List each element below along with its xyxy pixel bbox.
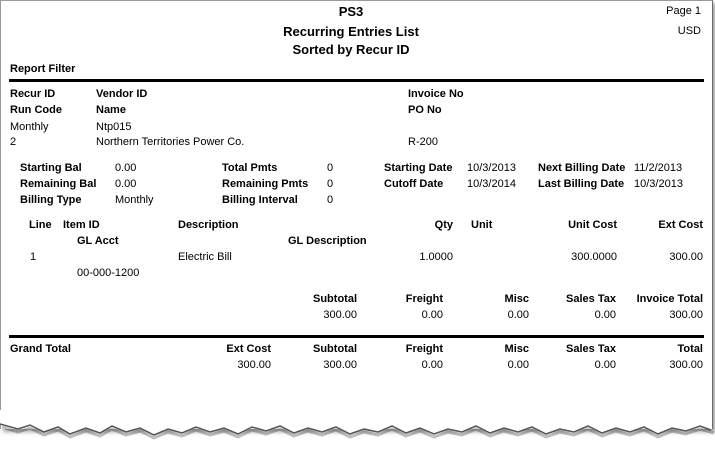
last-billing-value: 10/3/2013	[634, 178, 683, 190]
currency-code: USD	[677, 25, 701, 37]
total-pmts-value: 0	[327, 162, 334, 174]
grand-total-label-col: Total	[677, 343, 703, 355]
entry-recur-id: 2	[10, 136, 17, 148]
row-description: Electric Bill	[178, 251, 232, 263]
row-ext-cost: 300.00	[669, 251, 703, 263]
grand-subtotal-value: 300.00	[323, 359, 357, 371]
report-subtitle: Sorted by Recur ID	[292, 42, 410, 57]
col-name: Name	[96, 104, 126, 116]
col-po-no: PO No	[408, 104, 442, 116]
grand-misc-label: Misc	[504, 343, 529, 355]
col-vendor-id: Vendor ID	[96, 88, 148, 100]
entry-misc-value: 0.00	[507, 309, 529, 321]
header-rule	[9, 79, 704, 82]
starting-date-value: 10/3/2013	[467, 162, 516, 174]
entry-misc-label: Misc	[504, 293, 529, 305]
entry-run-code: Monthly	[10, 121, 49, 133]
billing-interval-value: 0	[327, 194, 334, 206]
report-title: Recurring Entries List	[283, 24, 419, 39]
entry-sales-tax-label: Sales Tax	[566, 293, 616, 305]
next-billing-label: Next Billing Date	[538, 162, 626, 174]
row-qty: 1.0000	[419, 251, 453, 263]
torn-edge	[0, 410, 715, 453]
entry-freight-value: 0.00	[421, 309, 443, 321]
line-header-unit-cost: Unit Cost	[568, 219, 617, 231]
last-billing-label: Last Billing Date	[538, 178, 625, 190]
billing-interval-label: Billing Interval	[222, 194, 298, 206]
next-billing-value: 11/2/2013	[634, 162, 683, 174]
grand-subtotal-label: Subtotal	[313, 343, 357, 355]
grand-freight-value: 0.00	[421, 359, 443, 371]
cutoff-date-label: Cutoff Date	[384, 178, 444, 190]
row-line: 1	[30, 251, 37, 263]
starting-bal-value: 0.00	[115, 162, 137, 174]
entry-name: Northern Territories Power Co.	[96, 136, 245, 148]
starting-date-label: Starting Date	[384, 162, 453, 174]
line-header-item-id: Item ID	[63, 219, 100, 231]
line-header-description: Description	[178, 219, 239, 231]
total-pmts-label: Total Pmts	[222, 162, 278, 174]
company-name: PS3	[338, 4, 364, 19]
billing-type-label: Billing Type	[20, 194, 82, 206]
col-recur-id: Recur ID	[10, 88, 56, 100]
col-invoice-no: Invoice No	[408, 88, 464, 100]
grand-ext-cost-label: Ext Cost	[226, 343, 271, 355]
grand-sales-tax-label: Sales Tax	[566, 343, 616, 355]
line-header-ext-cost: Ext Cost	[658, 219, 703, 231]
grand-total-rule	[9, 335, 704, 338]
line-header-unit: Unit	[471, 219, 493, 231]
report-filter-label: Report Filter	[10, 63, 76, 75]
grand-ext-cost-value: 300.00	[237, 359, 271, 371]
line-header-line: Line	[29, 219, 52, 231]
row-unit-cost: 300.0000	[571, 251, 617, 263]
starting-bal-label: Starting Bal	[20, 162, 82, 174]
line-header-qty: Qty	[434, 219, 453, 231]
remaining-pmts-label: Remaining Pmts	[222, 178, 309, 190]
entry-sales-tax-value: 0.00	[594, 309, 616, 321]
grand-misc-value: 0.00	[507, 359, 529, 371]
billing-type-value: Monthly	[115, 194, 154, 206]
row-gl-acct: 00-000-1200	[77, 267, 140, 279]
remaining-bal-label: Remaining Bal	[20, 178, 97, 190]
remaining-bal-value: 0.00	[115, 178, 137, 190]
entry-vendor-id: Ntp015	[96, 121, 132, 133]
entry-subtotal-label: Subtotal	[313, 293, 357, 305]
entry-freight-label: Freight	[405, 293, 443, 305]
grand-freight-label: Freight	[405, 343, 443, 355]
line-header-gl-description: GL Description	[288, 235, 367, 247]
line-header-gl-acct: GL Acct	[77, 235, 119, 247]
entry-invoice-total-label: Invoice Total	[636, 293, 703, 305]
page-number: Page 1	[666, 5, 701, 17]
entry-invoice-total-value: 300.00	[669, 309, 703, 321]
grand-sales-tax-value: 0.00	[594, 359, 616, 371]
grand-total-label: Grand Total	[10, 343, 71, 355]
entry-invoice-no: R-200	[408, 136, 438, 148]
entry-subtotal-value: 300.00	[323, 309, 357, 321]
col-run-code: Run Code	[10, 104, 62, 116]
remaining-pmts-value: 0	[327, 178, 334, 190]
grand-total-value: 300.00	[669, 359, 703, 371]
cutoff-date-value: 10/3/2014	[467, 178, 516, 190]
